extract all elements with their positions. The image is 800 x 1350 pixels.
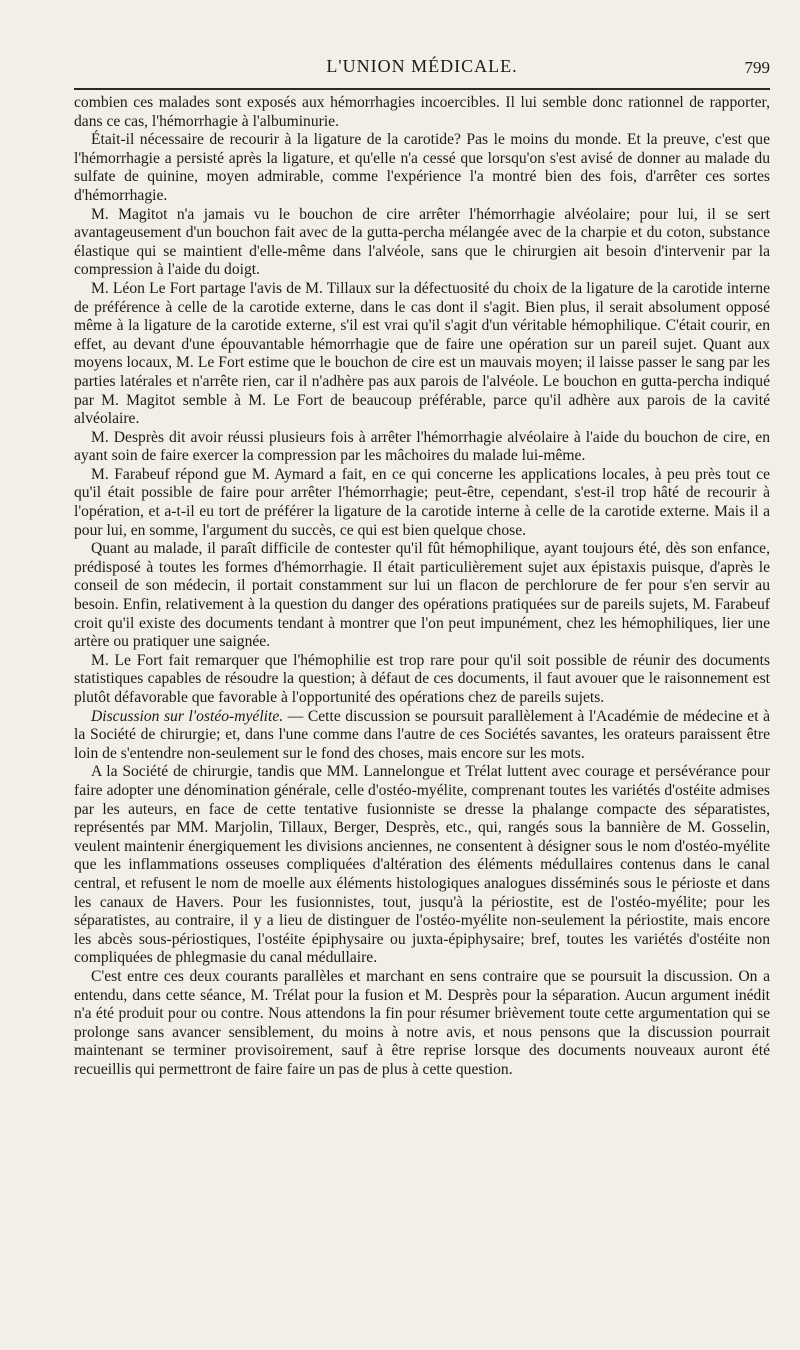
page-header [74,56,770,84]
paragraph-9-text: — Cette discussion se poursuit parallèlement à l'Académie de médecine et à la Société de chirurgie; et, dans l'une comme dans l'autre de ces Sociétés savantes, les orateurs paraissent être loin de s'entendre non-seulement sur le fond des choses, mais encore sur les mots. [74,707,771,762]
header-rule [74,88,770,90]
paragraph-9 [74,708,770,764]
paragraph-4: M. Léon Le Fort partage l'avis de M. Tillaux sur la défectuosité du choix de la ligature de la carotide interne de préférence à celle de la carotide externe, dans le cas dont il s'agit. Bien plus, il serait absolument opposé même à la ligature de la carotide externe, s'il est vrai qu'il s'agit d'un véritable hémophilique. C'était courir, en effet, au devant d'une épouvantable hémorrhagie que de faire une opération sur un pareil sujet. Quant aux moyens locaux, M. Le Fort estime que le bouchon de cire est un mauvais moyen; il laisse passer le sang par les parties latérales et n'arrête rien, car il n'adhère pas aux parois de l'alvéole. Le bouchon en gutta-percha indiqué par M. Magitot semble à M. Le Fort de beaucoup préférable, parce qu'il adhère aux parois de la cavité alvéolaire. [74,279,770,428]
paragraph-10: A la Société de chirurgie, tandis que MM. Lannelongue et Trélat luttent avec courage et persévérance pour faire adopter une dénomination générale, celle d'ostéo-myélite, comprenant toutes les variétés d'ostéite admises par les auteurs, en face de cette tentative fusionniste se dresse la phalange compacte des séparatistes, représentés par MM. Marjolin, Tillaux, Berger, Desprès, etc., qui, rangés sous la bannière de M. Gosselin, veulent maintenir énergiquement les divisions anciennes, ne consentent à désigner sous le nom d'ostéo-myélite que les inflammations osseuses compliquées d'altération des éléments médullaires contenus dans le canal central, et refusent le nom de moelle aux éléments histologiques analogues disséminés sous le périoste et dans les canaux de Havers. Pour les fusionnistes, tout, jusqu'à la périostite, est de l'ostéo-myélite; pour les séparatistes, au contraire, il y a lieu de distinguer de l'ostéo-myélite non-seulement la périostite, mais encore les abcès sous-périostiques, l'ostéite épiphysaire ou juxta-épiphysaire; bref, toutes les variétés d'ostéite non compliquées de phlegmasie du canal médullaire. [74,763,770,967]
page-number: 799 [744,58,770,77]
running-title: L'UNION MÉDICALE. [326,56,518,76]
paragraph-11: C'est entre ces deux courants parallèles et marchant en sens contraire que se poursuit la discussion. On a entendu, dans cette séance, M. Trélat pour la fusion et M. Desprès pour la séparation. Aucun argument inédit n'a été produit pour ou contre. Nous attendons la fin pour résumer brièvement toute cette argumentation qui se prolonge sans avancer sensiblement, du moins à notre avis, et nous pensons que la discussion pourrait maintenant se terminer provisoirement, sauf à être reprise lorsque des documents nouveaux auront été recueillis qui permettront de faire faire un pas de plus à cette question. [74,967,770,1078]
article-body [74,94,770,1079]
paragraph-8: M. Le Fort fait remarquer que l'hémophilie est trop rare pour qu'il soit possible de réunir des documents statistiques capables de résoudre la question; à défaut de ces documents, il faut avouer que le raisonnement est plutôt défavorable que favorable à l'opportunité des opérations chez de pareils sujets. [74,651,770,706]
paragraph-5: M. Desprès dit avoir réussi plusieurs fois à arrêter l'hémorrhagie alvéolaire à l'aide du bouchon de cire, en ayant soin de faire exercer la compression par les mâchoires du malade lui-même. [74,428,770,465]
paragraph-1: combien ces malades sont exposés aux hémorrhagies incoercibles. Il lui semble donc rationnel de rapporter, dans ce cas, l'hémorrhagie à l'albuminurie. [74,94,770,130]
paragraph-6: M. Farabeuf répond gue M. Aymard a fait, en ce qui concerne les applications locales, à peu près tout ce qu'il était possible de faire pour arrêter l'hémorrhagie; peut-être, cependant, s'est-il trop hâté de recourir à l'opération, et a-t-il eu tort de préférer la ligature de la carotide interne à celle de la carotide externe. Mais il a pour lui, en somme, l'argument du succès, ce qui est bien quelque chose. [74,465,770,539]
paragraph-7: Quant au malade, il paraît difficile de contester qu'il fût hémophilique, ayant toujours été, dès son enfance, prédisposé à toutes les formes d'hémorrhagie. Il était particulièrement sujet aux épistaxis puisque, d'après le conseil de son médecin, il portait constamment sur lui un flacon de perchlorure de fer pour s'en servir au besoin. Enfin, relativement à la question du danger des opérations pratiquées sur de pareils sujets, M. Farabeuf croit qu'il existe des documents tendant à montrer que l'on peut impunément, chez les hémophiliques, lier une artère ou pratiquer une saignée. [74,540,770,651]
section-heading: Discussion sur l'ostéo-myélite. [91,707,284,725]
paragraph-3: M. Magitot n'a jamais vu le bouchon de cire arrêter l'hémorrhagie alvéolaire; pour lui, il se sert avantageusement d'un bouchon fait avec de la gutta-percha mélangée avec de la charpie et du coton, substance élastique qui se maintient d'elle-même dans l'alvéole, sans que le chirurgien ait besoin d'intervenir par la compression à l'aide du doigt. [74,205,770,279]
paragraph-2: Était-il nécessaire de recourir à la ligature de la carotide? Pas le moins du monde. Et la preuve, c'est que l'hémorrhagie a persisté après la ligature, et qu'elle n'a cessé que lorsqu'on s'est avisé de donner au malade du sulfate de quinine, moyen admirable, comme l'expérience l'a montré bien des fois, d'arrêter ces sortes d'hémorrhagie. [74,131,770,204]
